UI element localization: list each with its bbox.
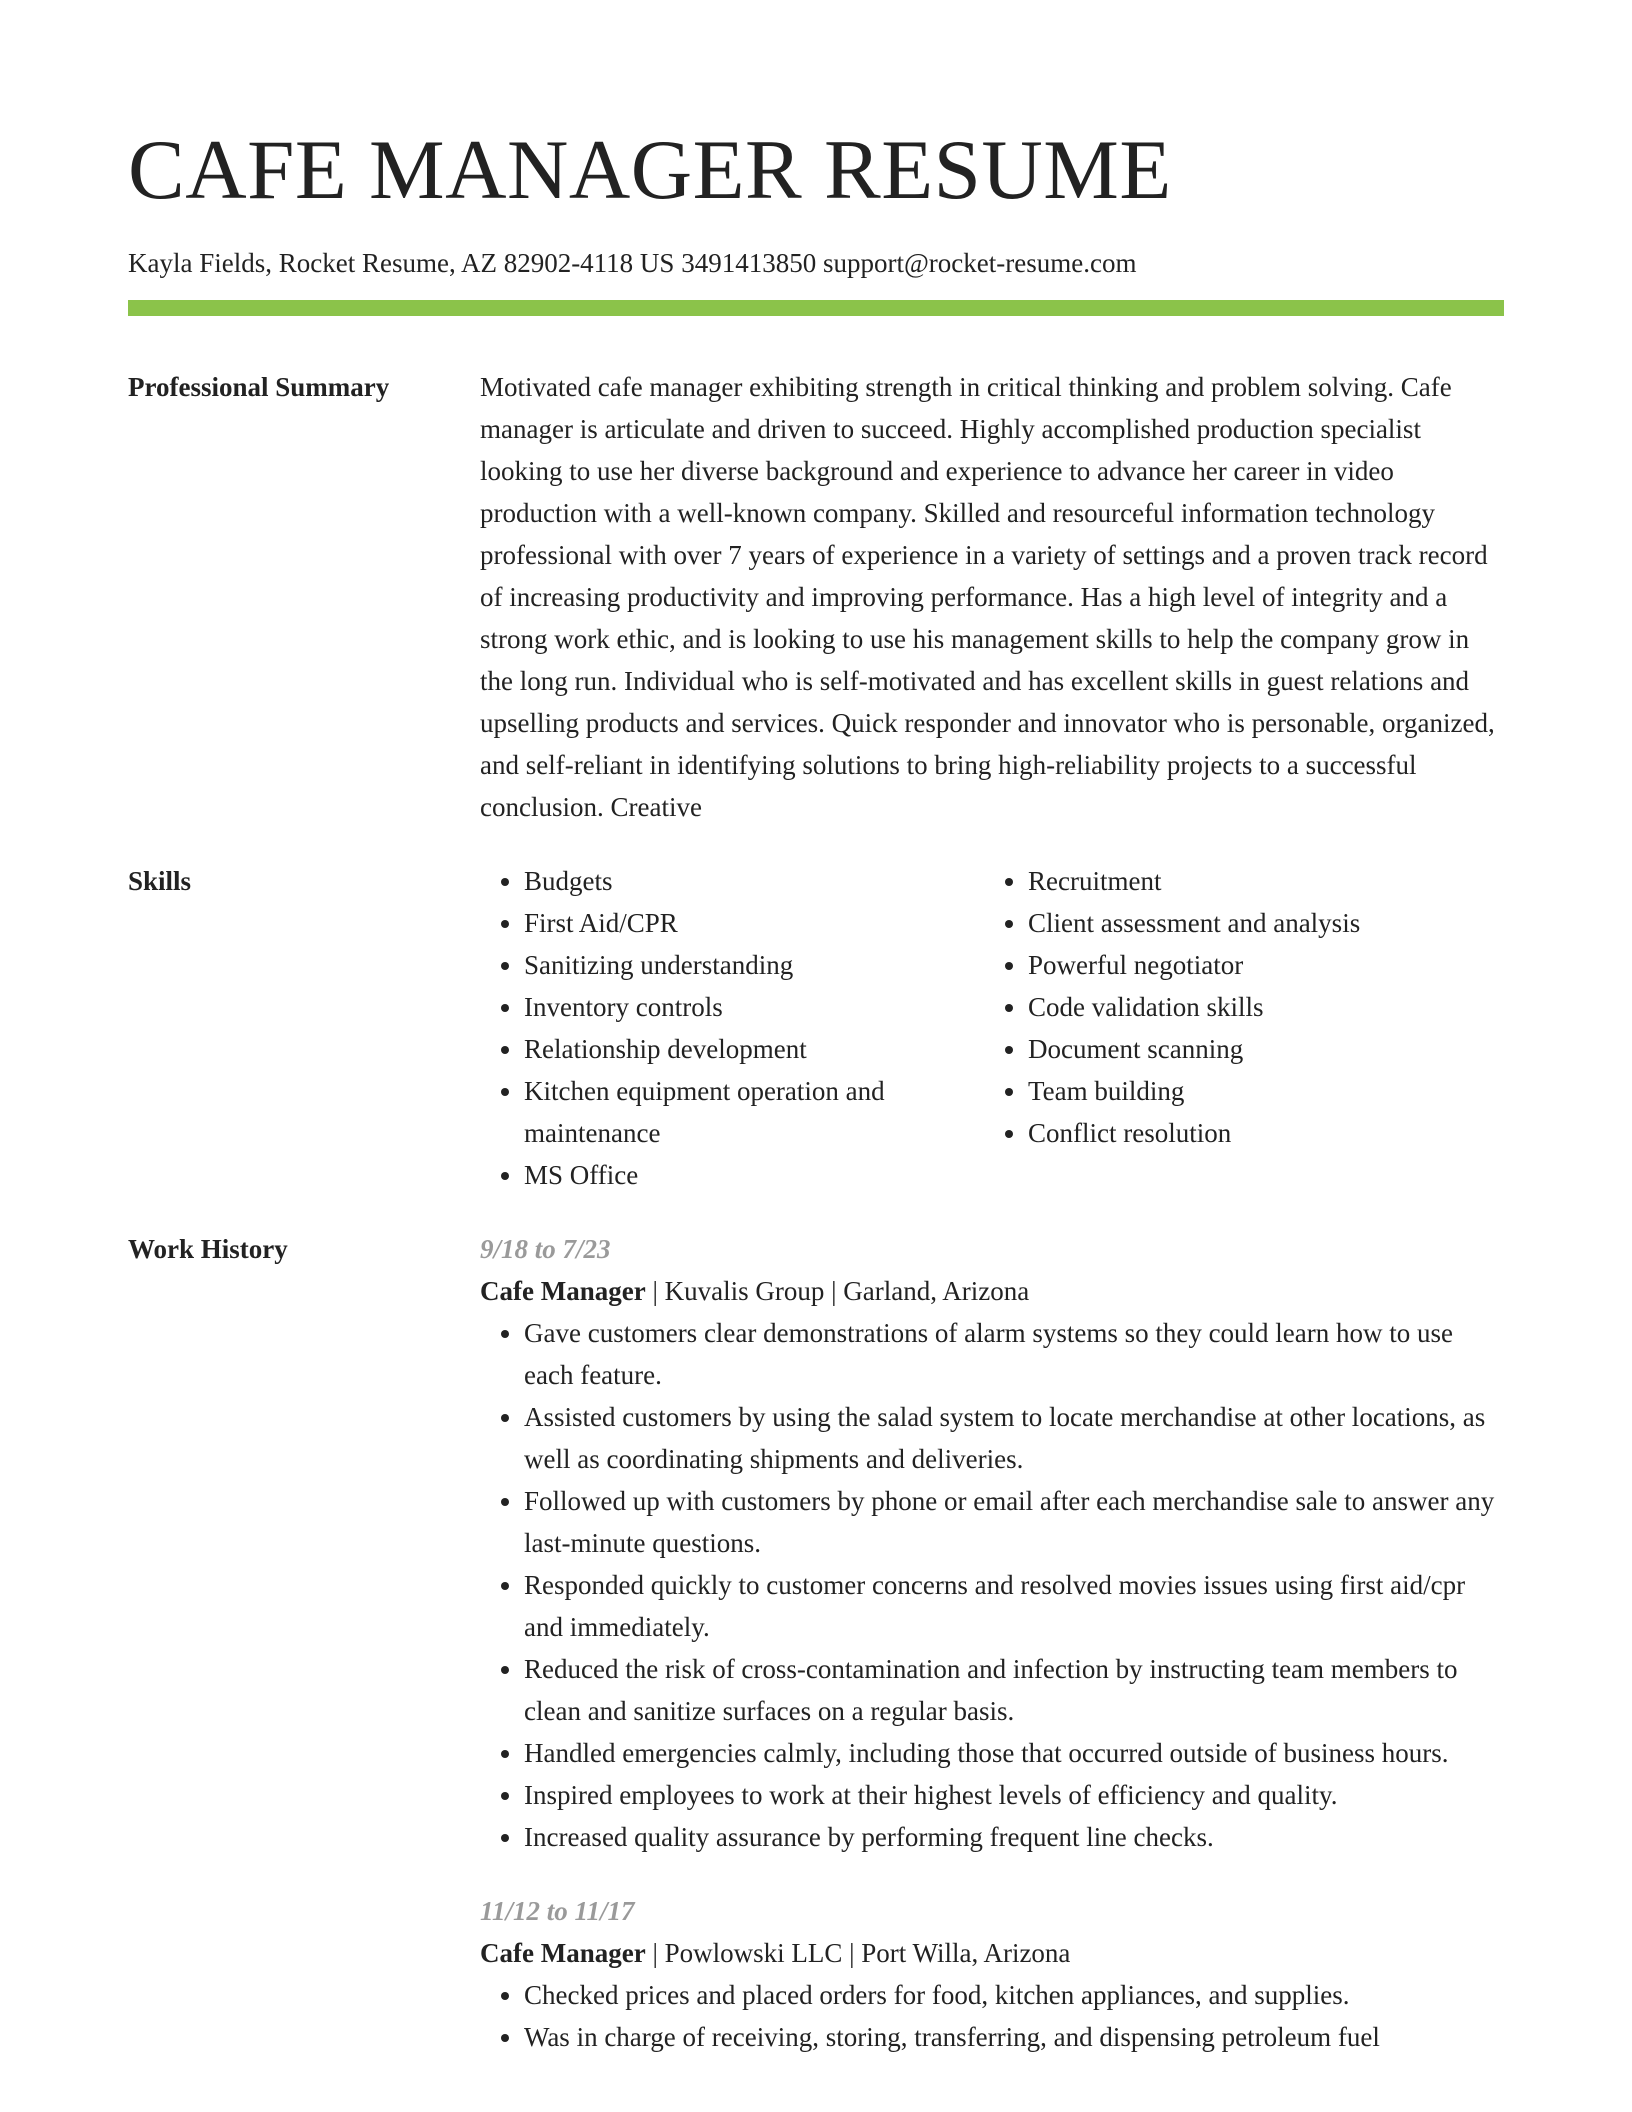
summary-section: [128, 366, 1504, 828]
section-label-work-history: Work History: [128, 1234, 288, 1264]
job-bullet: • Was in charge of receiving, storing, transferring, and dispensing petroleum fuel: [524, 2016, 1504, 2058]
job-title: Cafe Manager: [480, 1938, 646, 1968]
skill-item: • Client assessment and analysis: [1028, 902, 1488, 944]
job-bullet: • Reduced the risk of cross-contamination and infection by instructing team members to clean and sanitize surfaces on a regular basis.: [524, 1648, 1504, 1732]
section-label-skills: Skills: [128, 866, 192, 896]
job-bullet: • Responded quickly to customer concerns and resolved movies issues using first aid/cpr and immediately.: [524, 1564, 1504, 1648]
skill-item: • Recruitment: [1028, 860, 1488, 902]
resume-page: [128, 0, 1504, 2058]
job-dates: 9/18 to 7/23: [480, 1234, 611, 1264]
job-title: Cafe Manager: [480, 1276, 646, 1306]
work-history-section: [128, 1228, 1504, 2058]
skill-item: • First Aid/CPR: [524, 902, 984, 944]
skills-columns: [480, 860, 1504, 1196]
job-bullet: • Increased quality assurance by performing frequent line checks.: [524, 1816, 1504, 1858]
skill-item: • Relationship development: [524, 1028, 984, 1070]
skills-column-right: [984, 860, 1488, 1196]
skill-item: • Kitchen equipment operation and maintenance: [524, 1070, 984, 1154]
accent-divider: [128, 300, 1504, 316]
summary-text: Motivated cafe manager exhibiting strength in critical thinking and problem solving. Cafe manager is articulate and driven to succeed. Highly accomplished production specialist looking to use her diverse background and experience to advance her career in video production with a well-known company. Skilled and resourceful information technology professional with over 7 years of experience in a variety of settings and a proven track record of increasing productivity and improving performance. Has a high level of integrity and a strong work ethic, and is looking to use his management skills to help the company grow in the long run. Individual who is self-motivated and has excellent skills in guest relations and upselling products and services. Quick responder and innovator who is personable, organized, and self-reliant in identifying solutions to bring high-reliability projects to a successful conclusion. Creative: [480, 372, 1495, 822]
job-bullet: • Gave customers clear demonstrations of alarm systems so they could learn how to use each feature.: [524, 1312, 1504, 1396]
job-dates: 11/12 to 11/17: [480, 1896, 635, 1926]
skill-item: • Conflict resolution: [1028, 1112, 1488, 1154]
skill-item: • Document scanning: [1028, 1028, 1488, 1070]
skills-list-right: [984, 860, 1488, 1154]
job-responsibilities: [480, 1312, 1504, 1858]
skill-item: • Powerful negotiator: [1028, 944, 1488, 986]
skills-section: [128, 860, 1504, 1196]
job-entry: [480, 1890, 1504, 2058]
job-bullet: • Followed up with customers by phone or email after each merchandise sale to answer any last-minute questions.: [524, 1480, 1504, 1564]
job-bullet: • Checked prices and placed orders for food, kitchen appliances, and supplies.: [524, 1974, 1504, 2016]
job-responsibilities: [480, 1974, 1504, 2058]
summary-body: [480, 366, 1504, 828]
skill-item: • Sanitizing understanding: [524, 944, 984, 986]
work-history-body: [480, 1228, 1504, 2058]
skills-column-left: [480, 860, 984, 1196]
skills-list-left: [480, 860, 984, 1196]
job-heading: [480, 1270, 1504, 1312]
job-employer-location: | Powlowski LLC | Port Willa, Arizona: [645, 1938, 1071, 1968]
job-employer-location: | Kuvalis Group | Garland, Arizona: [645, 1276, 1030, 1306]
skill-item: • Code validation skills: [1028, 986, 1488, 1028]
skill-item: • Inventory controls: [524, 986, 984, 1028]
skill-item: • Budgets: [524, 860, 984, 902]
job-bullet: • Assisted customers by using the salad system to locate merchandise at other locations, as well as coordinating shipments and deliveries.: [524, 1396, 1504, 1480]
job-heading: [480, 1932, 1504, 1974]
contact-line: Kayla Fields, Rocket Resume, AZ 82902-4118 US 3491413850 support@rocket-resume.com: [128, 248, 1137, 278]
job-bullet: • Handled emergencies calmly, including those that occurred outside of business hours.: [524, 1732, 1504, 1774]
section-label-summary: Professional Summary: [128, 372, 390, 402]
skill-item: • MS Office: [524, 1154, 984, 1196]
resume-title: CAFE MANAGER RESUME: [128, 123, 1172, 217]
skills-body: [480, 860, 1504, 1196]
skill-item: • Team building: [1028, 1070, 1488, 1112]
job-bullet: • Inspired employees to work at their highest levels of efficiency and quality.: [524, 1774, 1504, 1816]
job-entry: [480, 1228, 1504, 1858]
